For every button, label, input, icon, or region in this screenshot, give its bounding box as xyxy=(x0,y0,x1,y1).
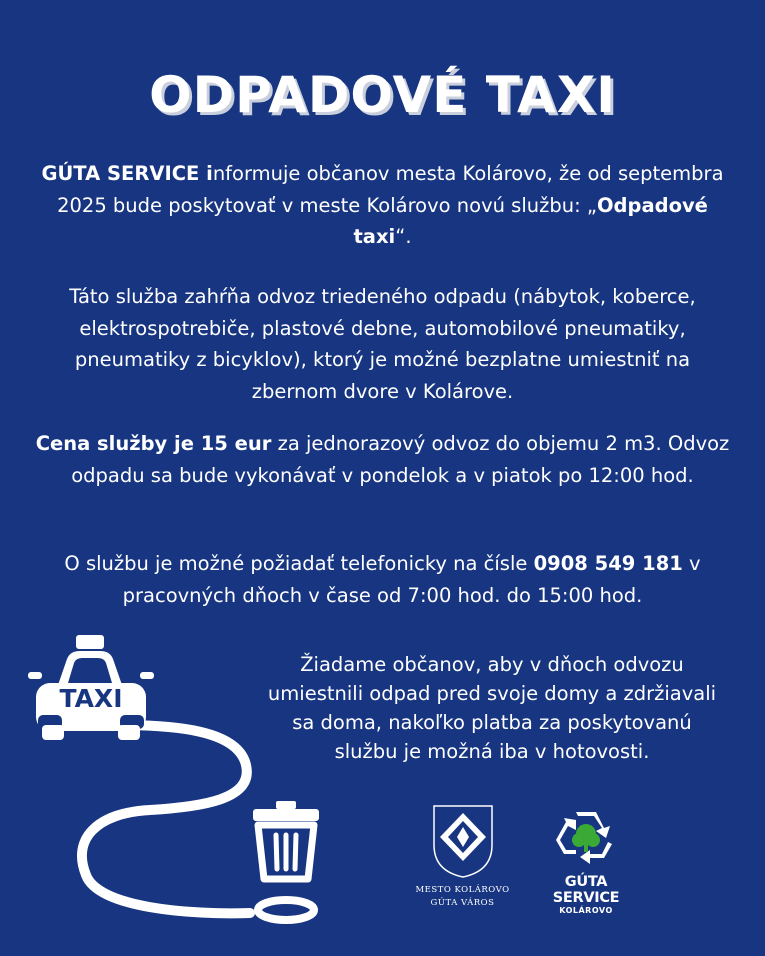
contact-paragraph xyxy=(30,548,735,611)
phone-number: 0908 549 181 xyxy=(533,552,683,575)
intro-paragraph xyxy=(30,158,735,253)
service-name: Odpadové taxi xyxy=(353,193,708,248)
mesto-kolarovo-logo xyxy=(410,803,515,909)
taxi-sign: TAXI xyxy=(59,684,123,713)
taxi-trash-illustration xyxy=(0,625,340,945)
recycle-icon xyxy=(554,810,618,868)
price-paragraph xyxy=(30,428,735,491)
guta-name: GÚTA SERVICE xyxy=(552,874,620,906)
mesto-line2: GÚTA VÁROS xyxy=(430,898,495,908)
price-text: za jednorazový odvoz do objemu 2 m3. Odvoz odpadu sa bude vykonávať v pondelok a v piatok po 12:00 hod. xyxy=(71,432,730,487)
page-title: ODPADOVÉ TAXI xyxy=(149,66,616,124)
description-paragraph: Táto služba zahŕňa odvoz triedeného odpadu (nábytok, koberce, elektrospotrebiče, plastové debne, automobilové pneumatiky, pneumatiky z bicyklov), ktorý je možné bezplatne umiestniť na zbernom dvore v Kolárove. xyxy=(69,285,696,403)
request-paragraph: Žiadame občanov, aby v dňoch odvozu umiestnili odpad pred svoje domy a zdržiavali sa doma, nakoľko platba za poskytovanú službu je možná iba v hotovosti. xyxy=(267,653,717,763)
guta-service-logo xyxy=(530,810,642,916)
taxi-icon xyxy=(28,635,154,740)
intro-text: nformuje občanov mesta Kolárovo, že od septembra 2025 bude poskytovať v meste Kolárovo novú službu: „ xyxy=(57,162,724,217)
mesto-line1: MESTO KOLÁROVO xyxy=(415,885,510,895)
coat-of-arms-icon xyxy=(430,803,496,879)
price-label: Cena služby je 15 eur xyxy=(35,432,272,455)
contact-text-end: v pracovných dňoch v čase od 7:00 hod. do 15:00 hod. xyxy=(122,552,701,607)
guta-sub: KOLÁROVO xyxy=(559,906,613,915)
contact-text: O službu je možné požiadať telefonicky na čísle xyxy=(64,552,534,575)
intro-text-end: “. xyxy=(395,225,412,248)
company-name: GÚTA SERVICE i xyxy=(41,162,213,185)
route-line xyxy=(82,725,250,913)
route-end xyxy=(258,900,314,920)
trash-can-icon xyxy=(253,801,319,879)
